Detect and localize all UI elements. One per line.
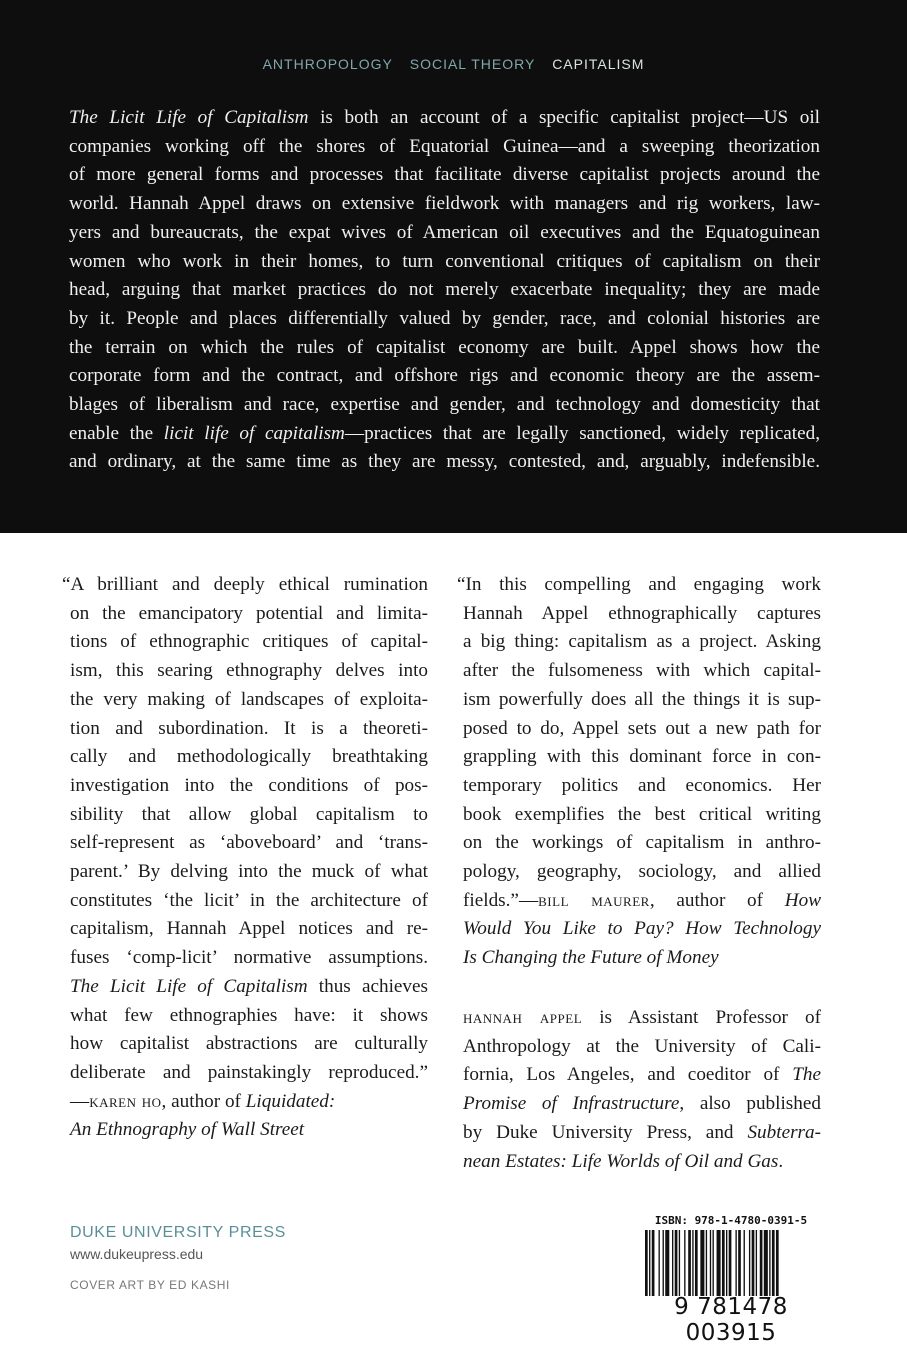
barcode-bar: [665, 1230, 669, 1296]
barcode-bar: [692, 1230, 693, 1296]
blurb-line: of more general forms and processes that facilitate diverse capitalist projects around the: [69, 164, 820, 186]
blurb-line: companies working off the shores of Equatorial Guinea—and a sweeping theorization: [69, 135, 820, 157]
barcode-bar: [735, 1230, 736, 1296]
quote-line: grappling with this dominant force in con-: [463, 746, 821, 768]
quote-line: deliberate and painstakingly reproduced.”: [70, 1061, 428, 1083]
quote-line: ism, this searing ethnography delves into: [70, 660, 428, 682]
quote-attribution: —karen ho, author of Liquidated:: [70, 1090, 336, 1112]
quote-line: temporary politics and economics. Her: [463, 774, 821, 796]
quote-line: a big thing: capitalism as a project. Asking: [463, 631, 821, 653]
quote-line: sibility that allow global capitalism to: [70, 803, 428, 825]
bio-line: Promise of Infrastructure, also published: [463, 1093, 821, 1115]
publisher-website: www.dukeupress.edu: [70, 1246, 204, 1262]
barcode-bar: [749, 1230, 750, 1296]
blurb-line: world. Hannah Appel draws on extensive fieldwork with managers and rig workers, law-: [69, 193, 820, 215]
book-description: [69, 104, 820, 477]
quote-line: fuses ‘comp-licit’ normative assumptions.: [70, 947, 428, 969]
quote-line: posed to do, Appel sets out a new path for: [463, 717, 821, 739]
quote-line: on the emancipatory potential and limita-: [70, 602, 428, 624]
quote-line: what few ethnographies have: it shows: [70, 1004, 428, 1026]
quote-attribution: fields.”—bill maurer, author of How: [463, 889, 821, 911]
bio-line: nean Estates: Life Worlds of Oil and Gas.: [463, 1150, 784, 1172]
blurb-line: blages of liberalism and race, expertise and gender, and technology and domesticity that: [69, 394, 820, 416]
barcode-bar: [700, 1230, 704, 1296]
barcode-bar: [649, 1230, 650, 1296]
barcode-bar: [726, 1230, 727, 1296]
barcode-bar: [659, 1230, 660, 1296]
barcode-bar: [672, 1230, 673, 1296]
quote-line: constitutes ‘the licit’ in the architecture of: [70, 889, 428, 911]
blurb-line: The Licit Life of Capitalism is both an account of a specific capitalist project—US oil: [69, 107, 820, 128]
quote-line: how capitalist abstractions are culturally: [70, 1033, 428, 1055]
barcode-bar: [744, 1230, 745, 1296]
quote-line: tion and subordination. It is a theoreti-: [70, 717, 428, 739]
isbn-digits: 9 781478 003915: [674, 1294, 788, 1346]
barcode-bar: [645, 1230, 648, 1296]
barcode-bar: [729, 1230, 732, 1296]
quote-attribution-book: An Ethnography of Wall Street: [70, 1119, 305, 1141]
quote-line: “In this compelling and engaging work: [457, 574, 821, 595]
blurb-line: head, arguing that market practices do not merely exacerbate inequality; they are made: [69, 279, 820, 301]
bio-line: hannah appel is Assistant Professor of: [463, 1007, 822, 1028]
endorser-name: bill maurer: [538, 889, 650, 911]
quote-line: the very making of landscapes of exploita-: [70, 688, 428, 710]
blurb-line: by it. People and places differentially valued by gender, race, and colonial histories are: [69, 307, 820, 329]
subject-capitalism: CAPITALISM: [552, 56, 645, 72]
back-cover-dark-panel: [0, 0, 907, 533]
barcode-bar: [706, 1230, 707, 1296]
quote-line: book exemplifies the best critical writing: [463, 803, 821, 825]
quote-line: ism powerfully does all the things it is sup-: [463, 688, 821, 710]
barcode-bar: [713, 1230, 714, 1296]
barcode-bar: [760, 1230, 763, 1296]
bio-line: by Duke University Press, and Subterra-: [463, 1121, 821, 1143]
barcode-bar: [769, 1230, 770, 1296]
barcode-bar: [695, 1230, 698, 1296]
barcode-bar: [688, 1230, 691, 1296]
quote-line: investigation into the conditions of pos-: [70, 774, 428, 796]
quote-line: Hannah Appel ethnographically captures: [463, 602, 821, 624]
quote-line: “A brilliant and deeply ethical rumination: [62, 574, 428, 595]
barcode-bar: [710, 1230, 711, 1296]
blurb-line: yers and bureaucrats, the expat wives of American oil executives and the Equatoguinean: [69, 221, 820, 243]
endorsement-karen-ho: [62, 571, 428, 1145]
barcode-bar: [756, 1230, 757, 1296]
barcode-bar: [679, 1230, 680, 1296]
subject-anthropology: ANTHROPOLOGY: [262, 56, 393, 72]
subject-social-theory: SOCIAL THEORY: [409, 56, 536, 72]
blurb-line: women who work in their homes, to turn conventional critiques of capitalism on their: [69, 250, 820, 272]
barcode-bar: [738, 1230, 741, 1296]
bio-line: fornia, Los Angeles, and coeditor of The: [463, 1064, 821, 1086]
barcode-bar: [652, 1230, 655, 1296]
blurb-line: corporate form and the contract, and offshore rigs and economic theory are the assem-: [69, 365, 820, 387]
quote-line: on the workings of capitalism in anthro-: [463, 832, 821, 854]
quote-line: tions of ethnographic critiques of capital-: [70, 631, 428, 653]
isbn-barcode: [642, 1214, 820, 1346]
blurb-line: and ordinary, at the same time as they are messy, contested, and, arguably, indefensible.: [69, 451, 820, 473]
quote-attribution-book: Would You Like to Pay? How Technology: [463, 918, 821, 940]
bio-line: Anthropology at the University of Cali-: [463, 1035, 821, 1057]
quote-line: pology, geography, sociology, and allied: [463, 861, 821, 883]
quote-line: self-represent as ‘aboveboard’ and ‘trans-: [70, 832, 428, 854]
barcode-bar: [776, 1230, 779, 1296]
barcode-bar: [717, 1230, 721, 1296]
quote-line: parent.’ By delving into the muck of what: [70, 861, 428, 883]
barcode-bar: [772, 1230, 775, 1296]
cover-art-credit: COVER ART BY ED KASHI: [70, 1278, 230, 1292]
isbn-label: ISBN: 978-1-4780-0391-5: [654, 1214, 808, 1227]
quote-line: The Licit Life of Capitalism thus achieves: [70, 975, 428, 997]
author-name: hannah appel: [463, 1007, 583, 1028]
barcode-bar: [722, 1230, 725, 1296]
publisher-name: DUKE UNIVERSITY PRESS: [70, 1224, 286, 1241]
barcode-bar: [684, 1230, 685, 1296]
barcode-bar: [764, 1230, 768, 1296]
endorser-name: karen ho: [89, 1090, 162, 1112]
book-title-italic: The Licit Life of Capitalism: [69, 107, 309, 128]
endorsement-bill-maurer: [457, 571, 821, 973]
blurb-line: enable the licit life of capitalism—practices that are legally sanctioned, widely replicated,: [69, 422, 820, 444]
author-bio: [463, 1004, 821, 1176]
barcode-bar: [752, 1230, 755, 1296]
quote-line: cally and methodologically breathtaking: [70, 746, 428, 768]
blurb-line: the terrain on which the rules of capitalist economy are built. Appel shows how the: [69, 336, 820, 358]
barcode-bars: [645, 1230, 817, 1296]
barcode-bar: [675, 1230, 678, 1296]
quote-attribution-book: Is Changing the Future of Money: [463, 947, 719, 969]
barcode-bar: [663, 1230, 664, 1296]
quote-line: after the fulsomeness with which capital-: [463, 660, 821, 682]
quote-line: capitalism, Hannah Appel notices and re-: [70, 918, 428, 940]
subject-categories: [0, 56, 907, 72]
